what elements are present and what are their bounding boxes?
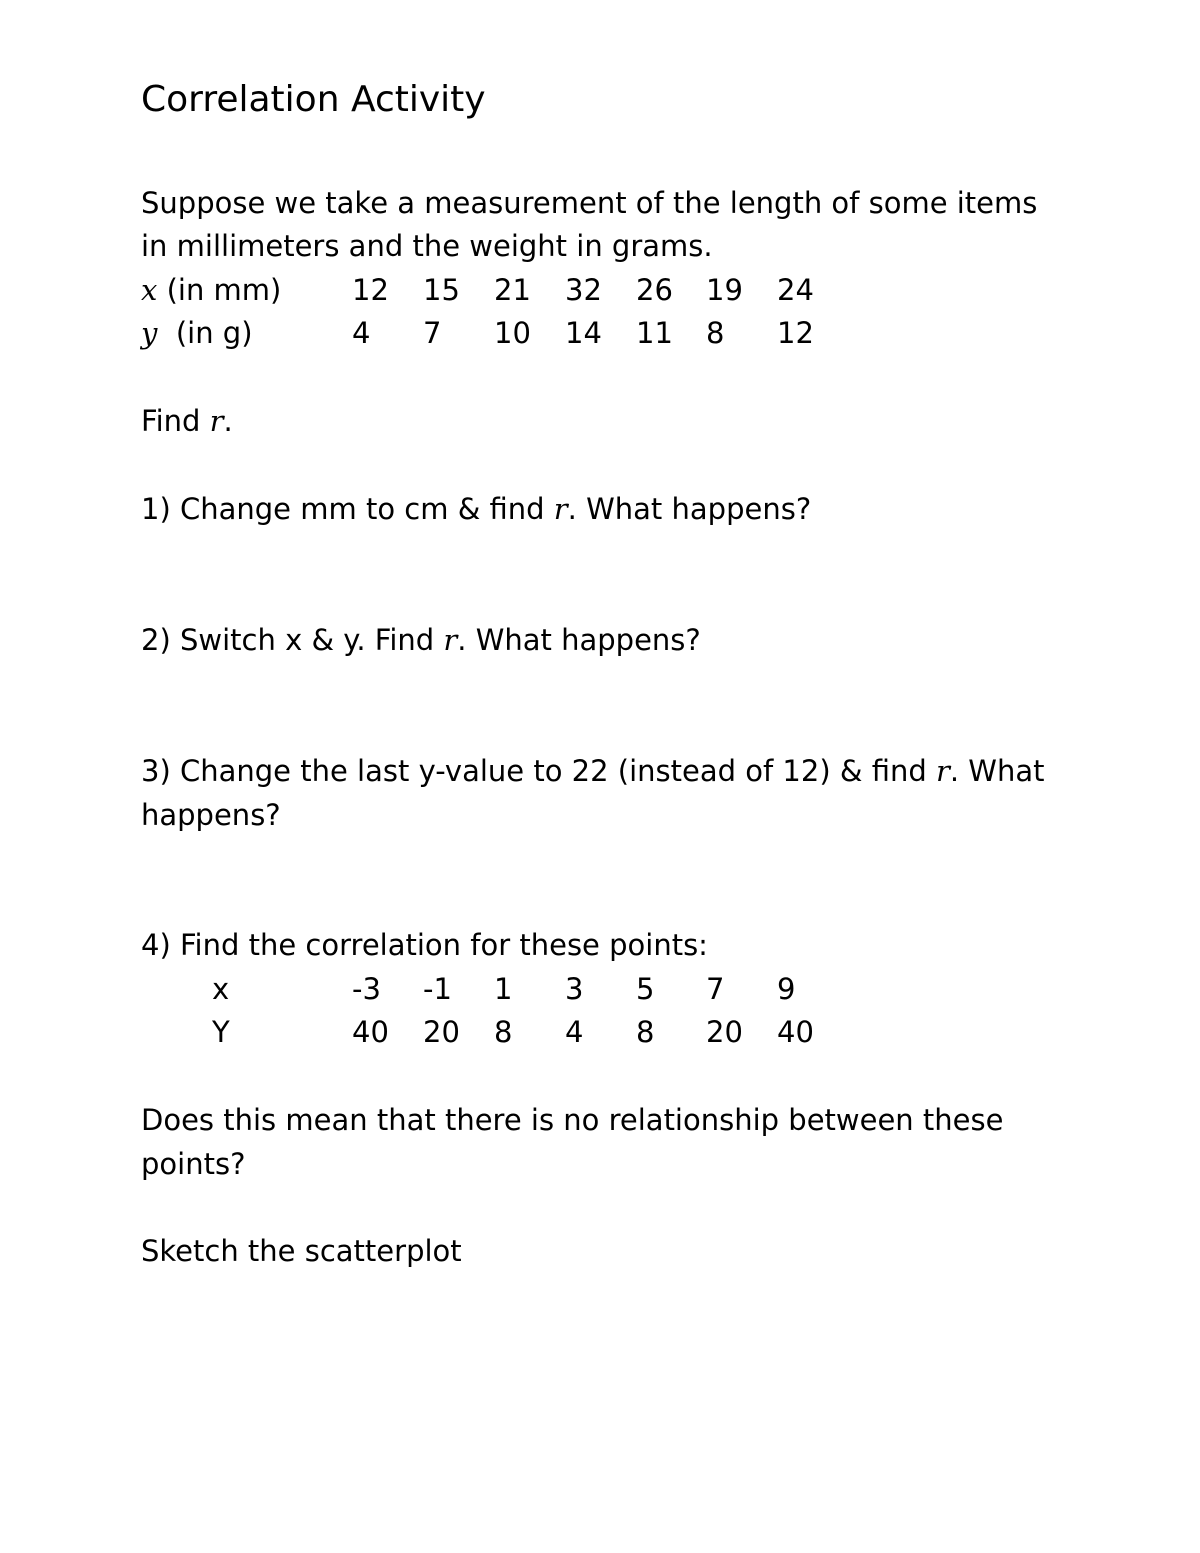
question-2-var: r	[443, 623, 458, 657]
table1-y-cell: 4	[352, 316, 371, 350]
table1-y-cell: 12	[777, 316, 814, 350]
table2-y-cell: 8	[494, 1015, 513, 1049]
table2-x-cell: 7	[706, 972, 725, 1006]
find-r-var: r	[209, 404, 224, 438]
question-1-var: r	[553, 492, 568, 526]
table1-x-cell: 21	[494, 273, 531, 307]
table2-x-cell: 1	[494, 972, 513, 1006]
question-2-suffix: . What happens?	[457, 623, 701, 657]
intro-line-1: Suppose we take a measurement of the length of some items	[141, 186, 1038, 220]
table1-y-cell: 10	[494, 316, 531, 350]
table2-y-cell: 4	[565, 1015, 584, 1049]
question-3-suffix: . What	[949, 754, 1045, 788]
find-r-suffix: .	[223, 404, 233, 438]
table1-y-var: y	[141, 316, 158, 350]
table2-y-cell: 8	[636, 1015, 655, 1049]
table2-y-label: Y	[212, 1015, 230, 1049]
relationship-line-2: points?	[141, 1147, 246, 1181]
table1-x-unit: (in mm)	[166, 273, 282, 307]
find-r-prefix: Find	[141, 404, 210, 438]
question-3	[141, 751, 1044, 791]
table1-x-var: x	[141, 273, 158, 307]
table2-y-cell: 20	[706, 1015, 743, 1049]
table2-x-cell: -1	[423, 972, 452, 1006]
question-1-prefix: 1) Change mm to cm & find	[141, 492, 554, 526]
table2-x-cell: -3	[352, 972, 381, 1006]
table2-y-cell: 20	[423, 1015, 460, 1049]
table2-y-cell: 40	[352, 1015, 389, 1049]
question-2	[141, 620, 701, 660]
table2-x-label: x	[212, 972, 230, 1006]
table1-y-cell: 8	[706, 316, 725, 350]
table2-x-cell: 3	[565, 972, 584, 1006]
question-2-prefix: 2) Switch x & y. Find	[141, 623, 444, 657]
table2-x-cell: 9	[777, 972, 796, 1006]
table1-x-cell: 24	[777, 273, 814, 307]
page-title: Correlation Activity	[141, 79, 486, 120]
table2-y-cell: 40	[777, 1015, 814, 1049]
table1-y-cell: 7	[423, 316, 442, 350]
table1-y-unit: (in g)	[175, 316, 253, 350]
question-3-var: r	[935, 754, 950, 788]
table1-x-cell: 19	[706, 273, 743, 307]
table1-y-cell: 14	[565, 316, 602, 350]
question-1	[141, 489, 811, 529]
table1-x-cell: 32	[565, 273, 602, 307]
table1-y-cell: 11	[636, 316, 673, 350]
table1-x-cell: 26	[636, 273, 673, 307]
relationship-line-1: Does this mean that there is no relationship between these	[141, 1103, 1004, 1137]
question-3-line-2: happens?	[141, 798, 281, 832]
find-r-line	[141, 401, 233, 441]
table2-x-cell: 5	[636, 972, 655, 1006]
table1-y-label	[141, 313, 253, 353]
question-4: 4) Find the correlation for these points:	[141, 928, 708, 962]
table1-x-cell: 12	[352, 273, 389, 307]
question-1-suffix: . What happens?	[567, 492, 812, 526]
table1-x-cell: 15	[423, 273, 460, 307]
question-3-prefix: 3) Change the last y-value to 22 (instead of 12) & find	[141, 754, 936, 788]
sketch-instruction: Sketch the scatterplot	[141, 1234, 462, 1268]
table1-x-label	[141, 270, 281, 310]
intro-line-2: in millimeters and the weight in grams.	[141, 229, 713, 263]
